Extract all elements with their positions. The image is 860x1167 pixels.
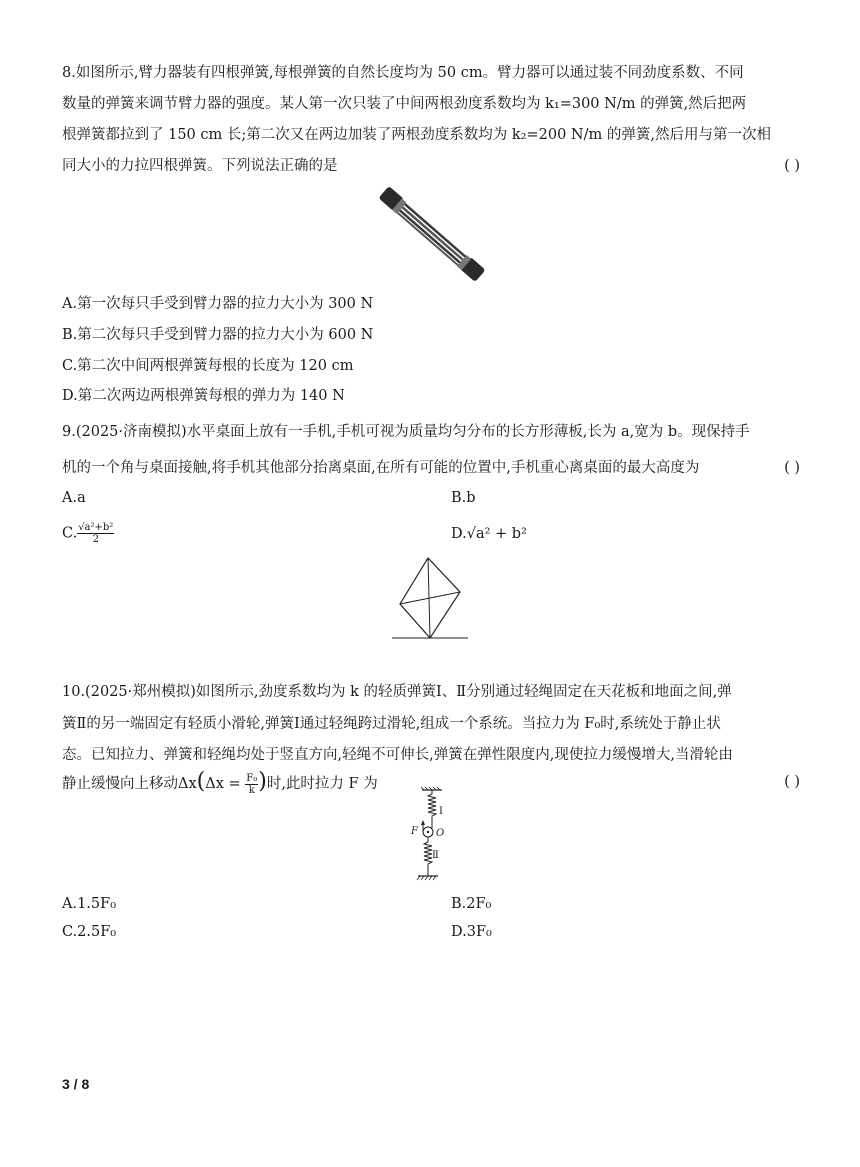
q10-option-a: A.1.5F₀	[62, 896, 117, 912]
q10-line4	[62, 763, 378, 803]
q10-option-c: C.2.5F₀	[62, 924, 117, 940]
q9-answer-paren: ( )	[784, 460, 800, 476]
spring-label-1: Ⅰ	[439, 806, 443, 817]
q9-option-a: A.a	[62, 490, 86, 506]
q10-option-d: D.3F₀	[451, 924, 492, 940]
q9-option-c-numerator: √a²+b²	[78, 522, 114, 533]
q8-line1: 8.如图所示,臂力器装有四根弹簧,每根弹簧的自然长度均为 50 cm。臂力器可以通过装不同劲度系数、不同	[62, 65, 744, 81]
q10-line4-dx: Δx =	[205, 776, 246, 792]
q10-line4-start: 静止缓慢向上移动Δx	[62, 776, 197, 792]
force-label: F	[411, 826, 418, 837]
q10-line4-numerator: F₀	[246, 772, 258, 784]
q8-line3: 根弹簧都拉到了 150 cm 长;第二次又在两边加装了两根劲度系数均为 k₂=200 N/m 的弹簧,然后用与第一次相	[62, 127, 771, 143]
q8-option-c: C.第二次中间两根弹簧每根的长度为 120 cm	[62, 358, 354, 374]
page-number: 3 / 8	[62, 1076, 90, 1092]
q10-line2: 簧Ⅱ的另一端固定有轻质小滑轮,弹簧Ⅰ通过轻绳跨过滑轮,组成一个系统。当拉力为 F₀时,系统处于静止状	[62, 716, 721, 732]
q8-answer-paren: ( )	[784, 158, 800, 174]
q9-option-d: D.√a² + b²	[451, 526, 527, 542]
q10-line4-paren-open: (	[196, 769, 206, 794]
arm-exerciser-figure	[374, 184, 490, 284]
q9-option-c-denominator: 2	[92, 534, 99, 545]
q8-option-a: A.第一次每只手受到臂力器的拉力大小为 300 N	[62, 296, 374, 312]
q10-line1: 10.(2025·郑州模拟)如图所示,劲度系数均为 k 的轻质弹簧Ⅰ、Ⅱ分别通过轻绳固定在天花板和地面之间,弹	[62, 684, 732, 700]
q10-line4-end: 时,此时拉力 F 为	[266, 776, 378, 792]
q9-option-c-fraction	[77, 522, 114, 545]
q9-option-c-prefix: C.	[62, 525, 78, 542]
q10-option-b: B.2F₀	[451, 896, 492, 912]
phone-on-table-figure	[390, 554, 470, 640]
q10-line4-fraction	[245, 773, 258, 796]
q10-answer-paren: ( )	[784, 774, 800, 790]
q8-option-d: D.第二次两边两根弹簧每根的弹力为 140 N	[62, 388, 345, 404]
spring-label-2: Ⅱ	[432, 850, 439, 861]
q10-line3: 态。已知拉力、弹簧和轻绳均处于竖直方向,轻绳不可伸长,弹簧在弹性限度内,现使拉力缓慢增大,当滑轮由	[62, 747, 733, 763]
q9-line2: 机的一个角与桌面接触,将手机其他部分抬离桌面,在所有可能的位置中,手机重心离桌面的最大高度为	[62, 460, 700, 476]
spring-pulley-figure	[406, 786, 456, 886]
q10-line4-paren-close: )	[258, 769, 267, 794]
q9-option-c	[62, 522, 114, 545]
pulley-label: O	[436, 828, 445, 839]
q8-line4: 同大小的力拉四根弹簧。下列说法正确的是	[62, 158, 338, 174]
q10-line4-denominator: k	[248, 784, 255, 796]
q8-line2: 数量的弹簧来调节臂力器的强度。某人第一次只装了中间两根劲度系数均为 k₁=300 N/m 的弹簧,然后把两	[62, 96, 747, 112]
q9-option-b: B.b	[451, 490, 476, 506]
q9-line1: 9.(2025·济南模拟)水平桌面上放有一手机,手机可视为质量均匀分布的长方形薄板,长为 a,宽为 b。现保持手	[62, 424, 750, 440]
q8-option-b: B.第二次每只手受到臂力器的拉力大小为 600 N	[62, 327, 374, 343]
